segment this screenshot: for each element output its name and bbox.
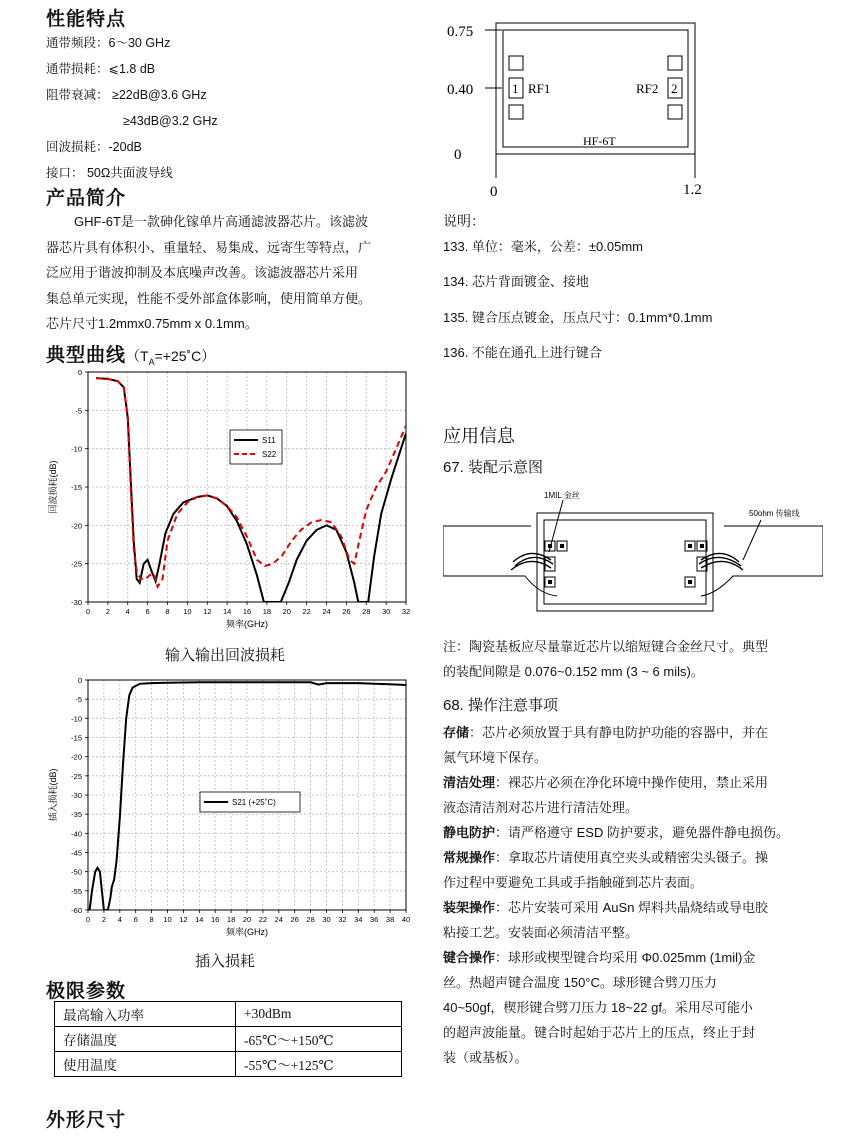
x-tick-label: 6 <box>133 915 138 924</box>
intro-line: 芯片尺寸1.2mmx0.75mm x 0.1mm。 <box>46 316 258 331</box>
x-tick-label: 24 <box>274 915 283 924</box>
x-tick-label: 30 <box>381 607 391 616</box>
x-tick-label: 10 <box>163 915 172 924</box>
x-tick-label: 22 <box>258 915 268 924</box>
part-label: HF-6T <box>583 134 616 148</box>
handling-heading: 68. 操作注意事项 <box>443 697 559 714</box>
x-tick-label: 36 <box>370 915 379 924</box>
limit-value: -65℃～+150℃ <box>236 1027 402 1052</box>
y-tick-label: 0 <box>77 676 82 685</box>
y-tick-label: -30 <box>71 791 82 800</box>
y-tick-label: -35 <box>71 810 82 820</box>
assembly-note: 注：陶瓷基板应尽量靠近芯片以缩短键合金丝尺寸。典型 的装配间隙是 0.076~0.152 mm (3 ~ 6 mils)。 <box>443 639 769 679</box>
x-tick-label: 24 <box>322 607 331 616</box>
y-tick-label: -25 <box>71 771 82 781</box>
intro-line: 集总单元实现，性能不受外部盒体影响，使用简单方便。 <box>46 290 372 306</box>
table-row <box>55 1052 402 1077</box>
y-tick-label: -15 <box>71 733 82 743</box>
app-title: 应用信息 <box>443 426 515 446</box>
y-tick-label: -50 <box>71 867 82 877</box>
y-tick-label: 0 <box>77 368 82 377</box>
x-tick-label: 18 <box>226 915 236 924</box>
x-tick-label: 0 <box>85 607 91 616</box>
limit-label: 存储温度 <box>55 1027 236 1052</box>
mounting-heading: 装架操作 <box>443 900 496 915</box>
x-tick-label: 4 <box>125 607 130 616</box>
x-tick-label: 28 <box>362 607 371 616</box>
insertion-loss-chart <box>40 670 420 952</box>
x-tick-label: 22 <box>302 607 311 616</box>
y-tick-label: -5 <box>75 406 82 416</box>
note-item: 135. 键合压点镀金，压点尺寸：0.1mm*0.1mm <box>443 310 713 325</box>
x-tick-label: 20 <box>282 607 291 616</box>
x-axis-label: 频率(GHz) <box>226 927 268 937</box>
x-axis-label: 频率(GHz) <box>226 619 268 629</box>
table-row <box>55 1002 402 1027</box>
bonding-heading: 键合操作 <box>443 950 496 965</box>
spec-return-loss: 回波损耗：-20dB <box>46 140 142 154</box>
x-tick-label: 10 <box>183 607 192 616</box>
y-tick-label: -45 <box>71 848 82 858</box>
limit-label: 最高输入功率 <box>55 1002 236 1027</box>
spec-rejection-2: ≥43dB@3.2 GHz <box>123 114 218 128</box>
table-row <box>55 1027 402 1052</box>
intro-line: 泛应用于谐波抑制及本底噪声改善。该滤波器芯片采用 <box>46 265 359 280</box>
intro-line: 器芯片具有体积小、重量轻、易集成、远寄生等特点，广 <box>46 239 372 255</box>
x-tick-label: 28 <box>306 915 315 924</box>
line-label: 50ohm 传输线 <box>749 509 800 518</box>
y-tick-label: -20 <box>71 521 82 531</box>
note-item: 133. 单位：毫米，公差：±0.05mm <box>443 239 644 254</box>
dim-y-mid: 0.40 <box>447 82 474 98</box>
x-tick-label: 14 <box>195 915 204 924</box>
spec-rejection-1: 阻带衰减： ≥22dB@3.6 GHz <box>46 88 207 102</box>
cleaning-heading: 清洁处理 <box>443 775 496 790</box>
dim-x-max: 1.2 <box>683 182 702 198</box>
x-tick-label: 20 <box>242 915 252 924</box>
y-tick-label: -15 <box>71 483 82 492</box>
limits-table <box>54 1001 402 1077</box>
limit-value: -55℃～+125℃ <box>236 1052 402 1077</box>
notes-title: 说明： <box>443 213 485 229</box>
x-tick-label: 38 <box>385 915 395 924</box>
x-tick-label: 40 <box>401 915 411 924</box>
legend-label: S11 <box>262 436 276 445</box>
intro-title: 产品简介 <box>46 188 127 209</box>
general-op-heading: 常规操作 <box>443 850 496 865</box>
intro-paragraph <box>46 209 416 337</box>
wire-label: 1MIL 金丝 <box>544 491 580 500</box>
dim-x-zero: 0 <box>490 184 498 200</box>
x-tick-label: 26 <box>290 915 299 924</box>
x-tick-label: 2 <box>101 915 106 924</box>
x-tick-label: 26 <box>342 607 351 616</box>
legend-label: S22 <box>262 450 277 459</box>
curves-condition: $(T_A=+25˚C)$ <box>126 348 216 367</box>
x-tick-label: 34 <box>354 915 363 924</box>
y-tick-label: -5 <box>75 695 82 705</box>
x-tick-label: 2 <box>105 607 110 616</box>
x-tick-label: 8 <box>165 607 170 616</box>
port-rf2: RF2 <box>636 81 659 96</box>
x-tick-label: 16 <box>211 915 220 924</box>
y-tick-label: -10 <box>71 444 82 454</box>
limit-label: 使用温度 <box>55 1052 236 1077</box>
pad-number-2: 2 <box>671 81 678 96</box>
y-tick-label: -60 <box>71 906 82 915</box>
dim-y-zero: 0 <box>454 147 462 163</box>
intro-line: GHF-6T是一款砷化镓单片高通滤波器芯片。该滤波 <box>74 214 368 229</box>
storage-heading: 存储 <box>443 725 470 740</box>
limits-title: 极限参数 <box>46 981 127 1002</box>
pad-number-1: 1 <box>512 81 519 96</box>
features-list <box>46 30 218 186</box>
note-item: 134. 芯片背面镀金、接地 <box>443 274 589 289</box>
outline-title: 外形尺寸 <box>46 1110 127 1131</box>
x-tick-label: 30 <box>322 915 331 924</box>
limit-value: +30dBm <box>236 1002 402 1027</box>
features-title: 性能特点 <box>46 9 127 30</box>
x-tick-label: 12 <box>203 607 212 616</box>
legend-label: S21 (+25˚C) <box>232 798 276 807</box>
y-axis-label: 回波损耗(dB) <box>48 460 58 514</box>
assembly-diagram <box>443 484 823 624</box>
x-tick-label: 14 <box>222 607 232 616</box>
spec-band: 通带频段：6～30 GHz <box>46 36 171 50</box>
y-tick-label: -25 <box>71 559 82 569</box>
x-tick-label: 32 <box>338 915 347 924</box>
x-tick-label: 6 <box>145 607 150 616</box>
outline-drawing <box>440 8 720 200</box>
note-item: 136. 不能在通孔上进行键合 <box>443 345 602 360</box>
y-tick-label: -55 <box>71 886 82 896</box>
x-tick-label: 8 <box>149 915 154 924</box>
y-tick-label: -20 <box>71 752 82 762</box>
handling-notes: 存储：芯片必须放置于具有静电防护功能的容器中，并在 氮气环境下保存。 清洁处理：裸芯片必须在净化环境中操作使用，禁止采用 液态清洁剂对芯片进行清洁处理。 静电防护：请严格遵守 ESD 防护要求，避免器件静电损伤。 常规操作：拿取芯片请使用真空夹头或精密尖头镊子。操 作过程中要避免工具或手指触碰到芯片表面。 装架操作：芯片安装可采用 AuSn 焊料共晶烧结或导电胶 粘接工艺。安装面必须清洁平整。 键合操作：球形或楔型键合均采用 Φ0.025mm (1mil)金 丝。热超声键合温度 150°C。球形键合劈刀压力 40~50gf，楔形键合劈刀压力 18~22 gf。采用尽可能小 的超声波能量。键合时起始于芯片上的压点，终止于封 装（或基板）。 <box>443 725 789 1065</box>
dim-y-top: 0.75 <box>447 24 474 40</box>
x-tick-label: 0 <box>85 915 91 924</box>
port-rf1: RF1 <box>528 81 551 96</box>
y-axis-label: 插入损耗(dB) <box>48 768 58 822</box>
insertion-loss-caption: 插入损耗 <box>194 953 255 970</box>
y-tick-label: -40 <box>71 829 82 839</box>
y-tick-label: -10 <box>71 714 82 724</box>
esd-heading: 静电防护 <box>443 825 496 840</box>
curves-title: 典型曲线 <box>46 345 127 366</box>
return-loss-chart <box>40 362 420 644</box>
y-tick-label: -30 <box>71 598 82 607</box>
x-tick-label: 12 <box>179 915 188 924</box>
spec-port: 接口： 50Ω共面波导线 <box>46 166 173 180</box>
x-tick-label: 18 <box>262 607 272 616</box>
x-tick-label: 32 <box>401 607 411 616</box>
return-loss-caption: 输入输出回波损耗 <box>164 647 285 664</box>
x-tick-label: 4 <box>117 915 122 924</box>
x-tick-label: 16 <box>242 607 252 616</box>
spec-loss: 通带损耗：⩽1.8 dB <box>46 62 156 76</box>
series-line-s11 <box>96 378 406 602</box>
assembly-heading: 67. 装配示意图 <box>443 459 544 476</box>
